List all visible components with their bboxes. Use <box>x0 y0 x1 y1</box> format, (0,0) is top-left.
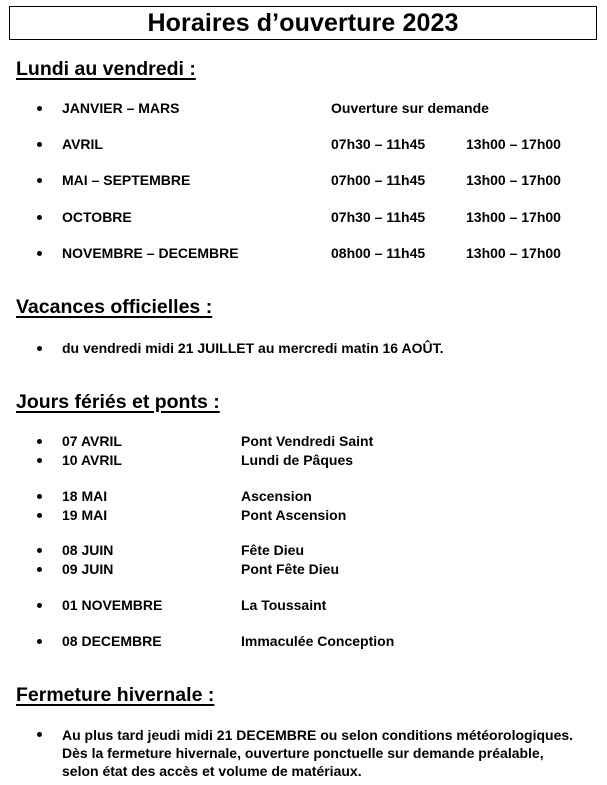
holiday-row <box>0 631 607 651</box>
holiday-date: 07 AVRIL <box>62 433 122 449</box>
period-label: MAI – SEPTEMBRE <box>62 172 191 188</box>
holidays-heading: Jours fériés et ponts : <box>16 391 220 413</box>
weekday-row <box>0 170 607 190</box>
holiday-date: 08 DECEMBRE <box>62 633 162 649</box>
bullet-icon <box>37 639 42 644</box>
holiday-row <box>0 450 607 470</box>
weekdays-heading: Lundi au vendredi : <box>16 58 196 80</box>
bullet-icon <box>37 106 42 111</box>
weekday-row <box>0 98 607 118</box>
holiday-date: 18 MAI <box>62 488 108 504</box>
holiday-name: Ascension <box>241 488 312 504</box>
holiday-row <box>0 559 607 579</box>
weekday-row <box>0 134 607 154</box>
holiday-name: La Toussaint <box>241 597 327 613</box>
vacations-heading: Vacances officielles : <box>16 296 213 318</box>
bullet-icon <box>37 439 42 444</box>
morning-hours: Ouverture sur demande <box>331 100 489 116</box>
bullet-icon <box>37 142 42 147</box>
bullet-icon <box>37 548 42 553</box>
period-label: OCTOBRE <box>62 209 132 225</box>
holiday-name: Pont Vendredi Saint <box>241 433 374 449</box>
holiday-date: 01 NOVEMBRE <box>62 597 163 613</box>
holiday-name: Lundi de Pâques <box>241 452 354 468</box>
title-box <box>9 6 597 40</box>
holiday-row <box>0 486 607 506</box>
bullet-icon <box>37 732 42 737</box>
holiday-row <box>0 505 607 525</box>
period-label: JANVIER – MARS <box>62 100 180 116</box>
morning-hours: 08h00 – 11h45 <box>331 245 426 261</box>
bullet-icon <box>37 346 42 351</box>
vacations-text: du vendredi midi 21 JUILLET au mercredi matin 16 AOÛT. <box>62 340 444 356</box>
bullet-icon <box>37 215 42 220</box>
holiday-date: 10 AVRIL <box>62 452 122 468</box>
holiday-date: 19 MAI <box>62 507 108 523</box>
morning-hours: 07h30 – 11h45 <box>331 209 426 225</box>
holiday-date: 08 JUIN <box>62 542 114 558</box>
bullet-icon <box>37 251 42 256</box>
vacations-row <box>0 338 607 358</box>
holiday-name: Fête Dieu <box>241 542 305 558</box>
holiday-name: Immaculée Conception <box>241 633 395 649</box>
holiday-row <box>0 595 607 615</box>
winter-text: Au plus tard jeudi midi 21 DECEMBRE ou selon conditions météorologiques. Dès la fermeture hivernale, ouverture ponctuelle sur demande préalable, selon état des accès et volume de matériaux. <box>62 727 574 779</box>
afternoon-hours: 13h00 – 17h00 <box>466 172 561 188</box>
holiday-name: Pont Ascension <box>241 507 347 523</box>
holiday-row <box>0 431 607 451</box>
holiday-row <box>0 540 607 560</box>
bullet-icon <box>37 178 42 183</box>
bullet-icon <box>37 513 42 518</box>
bullet-icon <box>37 494 42 499</box>
winter-heading: Fermeture hivernale : <box>16 684 215 706</box>
holiday-name: Pont Fête Dieu <box>241 561 340 577</box>
bullet-icon <box>37 567 42 572</box>
period-label: AVRIL <box>62 136 103 152</box>
afternoon-hours: 13h00 – 17h00 <box>466 136 561 152</box>
morning-hours: 07h00 – 11h45 <box>331 172 426 188</box>
weekday-row <box>0 243 607 263</box>
bullet-icon <box>37 603 42 608</box>
morning-hours: 07h30 – 11h45 <box>331 136 426 152</box>
weekday-row <box>0 207 607 227</box>
afternoon-hours: 13h00 – 17h00 <box>466 245 561 261</box>
afternoon-hours: 13h00 – 17h00 <box>466 209 561 225</box>
bullet-icon <box>37 458 42 463</box>
period-label: NOVEMBRE – DECEMBRE <box>62 245 239 261</box>
page-title: Horaires d’ouverture 2023 <box>147 8 459 37</box>
holiday-date: 09 JUIN <box>62 561 114 577</box>
